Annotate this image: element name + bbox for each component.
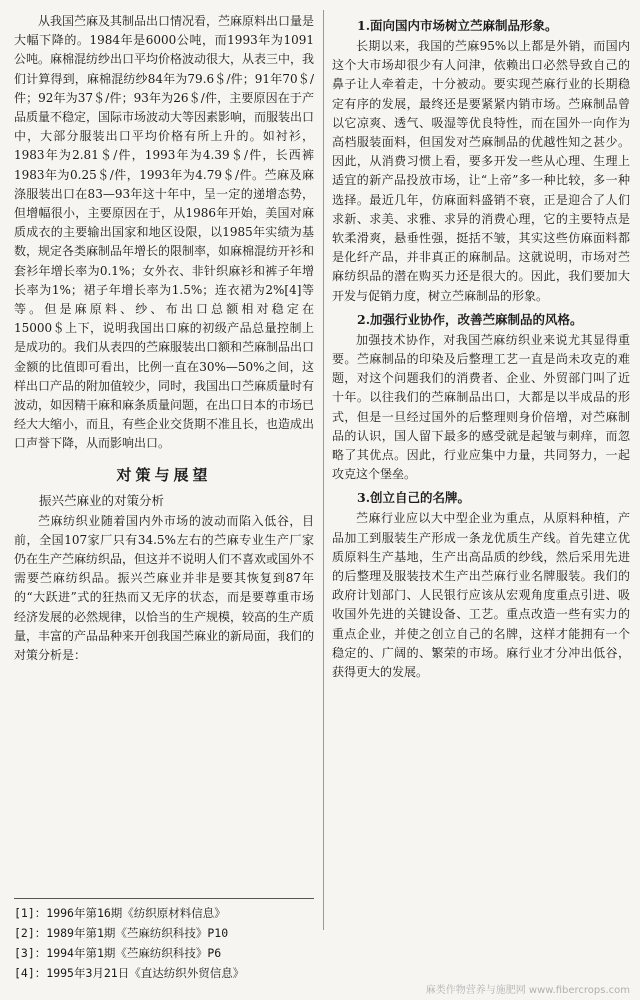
watermark: 麻类作物营养与施肥网 www.fibercrops.com <box>425 985 630 996</box>
right-column <box>332 12 630 682</box>
body-paragraph: 从我国苎麻及其制品出口情况看，苎麻原料出口量是大幅下降的。1984年是6000公吨，而1993年为1091公吨。麻棉混纺纱出口平均价格波动很大，从表三中，我们计算得到，麻棉混纺纱84年为79.6＄/件；91年70＄/件；92年为37＄/件；93年为26＄/件，主要原因在于产品质量不稳定，国际市场波动大等因素影响，而服装出口中，大部分服装出口平均价格有所上升的。如衬衫，1983年为2.81＄/件，1993年为4.39＄/件，长西裤1983年为0.25＄/件，1993年为4.79＄/件。苎麻及麻涤服装出口在83—93年这十年中，呈一定的递增态势，但增幅很小，主要原因在于，从1986年开始，美国对麻质成衣的主要输出国家和地区设限，以1985年实绩为基数，规定各类麻制品年增长的限制率，如麻棉混纺开衫和套衫年增长率为0.1%；女外衣、非针织麻衫和裤子年增长率为1%；裙子年增长率为1.5%；连衣裙为2%[4]等等。但是麻原料、纱、布出口总额相对稳定在15000＄上下，说明我国出口麻的初级产品总量控制上是成功的。我们从表四的苎麻服装出口额和苎麻制品出口金额的比值即可看出，比例一直在30%—50%之间，这样出口产品的附加值较少，同时，我国出口苎麻质量时有波动，如因精干麻和麻条质量问题，在出口日本的市场已经大大缩小，而且，有些企业交货期不准且长，也造成出口声誉下降，从而影响出口。 <box>14 14 315 451</box>
body-paragraph: 长期以来，我国的苎麻95%以上都是外销，而国内这个大市场却很少有人问津，依赖出口必然导致自己的鼻子让人牵着走，十分被动。要实现苎麻行业的长期稳定有序的发展，最终还是要紧紧内销市场。苎麻制品曾以它凉爽、透气、吸湿等优良特性，而在国外一向作为高档服装面料，但国发对苎麻制品的优越性知之甚少。因此，从消费习惯上看，要多开发一些从心理、生理上适宜的新产品投放市场，让“上帝”多一种比较，多一种选择。最近几年，仿麻面料盛销不衰，正是迎合了人们求新、求美、求雅、求异的消费心理，它的主要特点是软柔滑爽，悬垂性强，挺括不皱，其实这些仿麻面料都是化纤产品，并非真正的麻制品。这就说明，市场对苎麻纺织品的潜在购买力还是很大的。因此，我们要加大开发与促销力度，树立苎麻制品的形象。 <box>332 39 630 303</box>
body-paragraph: 苎麻行业应以大中型企业为重点，从原料种植，产品加工到服装生产形成一条龙优质生产线。首先建立优质原料生产基地，生产出高品质的纱线，然后采用先进的后整理及服装技术生产出苎麻行业名牌服装。我们的政府计划部门、人民银行应该从宏观角度重点引进、吸收国外先进的关键设备、工艺。重点改造一些有实力的重点企业，并使之创立自己的名牌，这样才能拥有一个稳定的、广阔的、繁荣的市场。麻行业才分冲出低谷，获得更大的发展。 <box>332 511 630 680</box>
section-title: 对策与展望 <box>116 465 212 484</box>
column-divider <box>323 10 324 930</box>
numbered-heading: 1.面向国内市场树立苎麻制品形象。 <box>357 18 558 33</box>
body-paragraph: 苎麻纺织业随着国内外市场的波动而陷入低谷，目前，全国107家厂只有34.5%左右的苎麻专业生产厂家仍在生产苎麻纺织品，但这并不说明人们不喜欢或国外不需要苎麻纺织品。振兴苎麻业并非是要其恢复到87年的“大跃进”式的狂热而又无序的状态，而是要尊重市场经济发展的必然规律，以恰当的生产规模，较高的生产质量，丰富的产品品种来开创我国苎麻业的新局面，我们的对策分析是： <box>14 513 315 663</box>
footnote: [1]：1996年第16期《纺织原材料信息》 <box>14 906 226 920</box>
subheading: 振兴苎麻业的对策分析 <box>39 492 165 508</box>
left-column <box>14 12 314 665</box>
body-paragraph: 加强技术协作，对我国苎麻纺织业来说尤其显得重要。苎麻制品的印染及后整理工艺一直是尚未攻克的难题，对这个问题我们的消费者、企业、外贸部门叫了近十年。以往我们的苎麻制品出口，大都是以半成品的形式，但是一旦经过国外的后整理则身价倍增，对苎麻制品的认识，国人留下最多的感受就是起皱与刺痒，而忽略了其优点。因此，行业应集中力量，共同努力，一起攻克这个堡垒。 <box>332 332 630 482</box>
numbered-heading: 2.加强行业协作，改善苎麻制品的风格。 <box>357 311 583 327</box>
footnote: [4]：1995年3月21日《直达纺织外贸信息》 <box>14 966 245 980</box>
numbered-heading: 3.创立自己的名牌。 <box>357 490 471 506</box>
footnotes <box>14 898 314 983</box>
footnote: [2]：1989年第1期《苎麻纺织科技》P10 <box>14 926 229 940</box>
footnote: [3]：1994年第1期《苎麻纺织科技》P6 <box>14 946 222 960</box>
